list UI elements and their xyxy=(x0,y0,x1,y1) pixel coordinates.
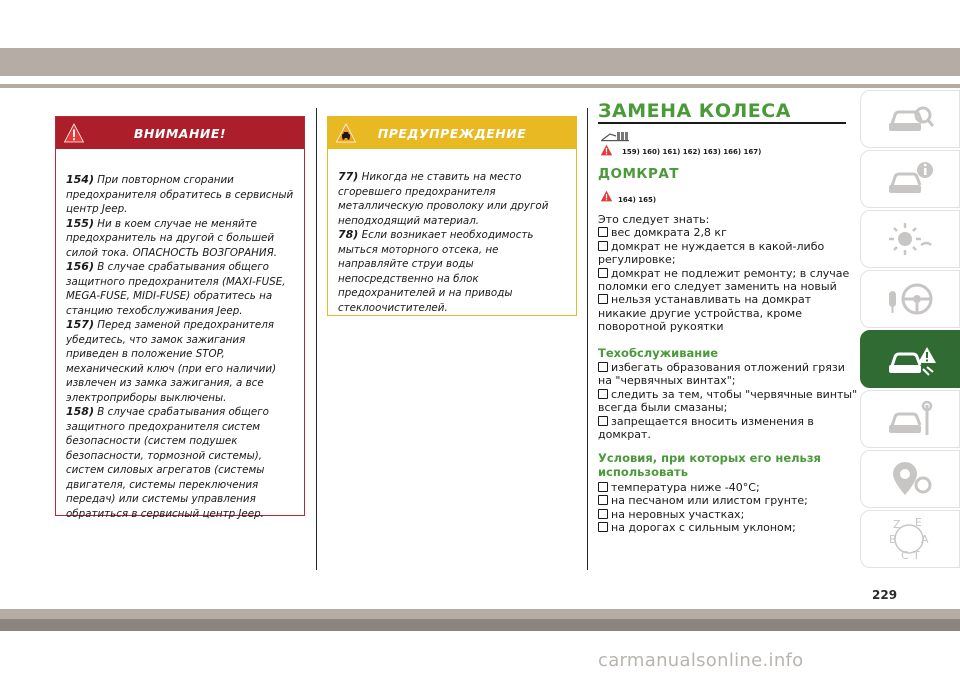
warning-triangle-icon xyxy=(64,123,84,143)
checkbox-icon xyxy=(598,362,608,372)
list-item: запрещается вносить изменения в домкрат. xyxy=(598,414,814,442)
column-divider xyxy=(587,108,588,570)
warning-title: ВНИМАНИЕ! xyxy=(133,125,227,141)
steering-wheel-key-icon xyxy=(885,279,935,319)
jack-title: ДОМКРАТ xyxy=(598,166,680,182)
list-item: домкрат не нуждается в какой-либо регулировке; xyxy=(598,239,825,267)
conditions-list xyxy=(598,481,858,535)
car-crash-warning-icon xyxy=(883,339,937,379)
list-item: следить за тем, чтобы "червячные винты" всегда были смазаны; xyxy=(598,387,858,415)
checkbox-icon xyxy=(598,509,608,519)
list-item: на песчаном или илистом грунте; xyxy=(598,494,858,507)
tab-service[interactable] xyxy=(860,390,960,448)
car-info-icon xyxy=(885,159,935,199)
page-number: 229 xyxy=(872,588,898,602)
jack-refs: 164) 165) xyxy=(618,196,657,204)
checkbox-icon xyxy=(598,241,608,251)
caution-title: ПРЕДУПРЕЖДЕНИЕ xyxy=(377,125,527,141)
warning-item: 158) В случае срабатывания общего защитного предохранителя систем безопасности (систем подушек безопасности, тормозной системы), систем силовых агрегатов (системы двигателя, системы переключения передач) или системы управления обратиться в сервисный центр Jeep. xyxy=(66,405,269,520)
checkbox-icon xyxy=(598,389,608,399)
caution-item: 78) Если возникает необходимость мыться моторного отсека, не направляйте струи воды непосредственно на блок предохранителей и на приводы стеклоочистителей. xyxy=(338,228,534,314)
list-item: на дорогах с сильным уклоном; xyxy=(598,521,858,534)
svg-text:B: B xyxy=(889,533,897,546)
list-item: избегать образования отложений грязи на "червячных винтах"; xyxy=(598,361,845,388)
tab-index[interactable] xyxy=(860,510,960,568)
list-item: вес домкрата 2,8 кг xyxy=(598,226,858,239)
checkbox-icon xyxy=(598,268,608,278)
checkbox-icon xyxy=(598,495,608,505)
alphabet-index-icon xyxy=(885,515,935,563)
title-underline xyxy=(598,122,846,124)
jack-info xyxy=(598,213,858,334)
checkbox-icon xyxy=(598,482,608,492)
svg-text:C: C xyxy=(901,549,909,562)
list-item: нельзя устанавливать на домкрат никакие другие устройства, кроме поворотной рукоятки xyxy=(598,293,812,334)
list-item: на неровных участках; xyxy=(598,508,858,521)
jack-intro: Это следует знать: xyxy=(598,213,710,226)
chapter-sidebar xyxy=(860,90,960,590)
warning-body xyxy=(56,164,304,521)
tab-info[interactable] xyxy=(860,150,960,208)
wheel-jack-icon xyxy=(600,130,630,142)
checkbox-icon xyxy=(598,416,608,426)
warning-item: 155) Ни в коем случае не меняйте предохранитель на другой с большей силой тока. ОПАСНОСТЬ ВОЗГОРАНИЯ. xyxy=(66,216,278,259)
checkbox-icon xyxy=(598,294,608,304)
column-divider xyxy=(316,108,317,570)
warning-item: 157) Перед заменой предохранителя убедитесь, что замок зажигания приведен в положение STOP, механический ключ (при его наличии) извлечен из замка зажигания, а все электроприборы выключены. xyxy=(66,318,277,404)
maintenance-list xyxy=(598,361,858,441)
caution-item: 77) Никогда не ставить на место сгоревшего предохранителя металлическую проволоку или другой неподходящий материал. xyxy=(338,170,549,227)
caution-box xyxy=(327,116,577,316)
warning-box xyxy=(55,116,305,520)
tab-emergency[interactable] xyxy=(860,330,960,388)
caution-body xyxy=(328,161,576,315)
svg-text:T: T xyxy=(913,549,920,562)
svg-text:Z: Z xyxy=(893,518,901,531)
dashboard-car-search-icon xyxy=(885,99,935,139)
watermark: carmanualsonline.info xyxy=(598,650,804,671)
section-title: ЗАМЕНА КОЛЕСА xyxy=(598,100,791,122)
warning-header xyxy=(56,117,304,149)
top-grey-band xyxy=(0,48,960,76)
bottom-grey-band xyxy=(0,609,960,619)
caution-header xyxy=(328,117,576,149)
location-gear-icon xyxy=(885,459,935,499)
list-item: домкрат не подлежит ремонту; в случае поломки его следует заменить на новый xyxy=(598,266,850,294)
conditions-title: Условия, при которых его нельзя использовать xyxy=(598,451,821,479)
caution-car-icon xyxy=(336,123,356,143)
list-item: температура ниже -40°C; xyxy=(598,481,858,494)
warning-item: 156) В случае срабатывания общего защитного предохранителя (MAXI-FUSE, MEGA-FUSE, MIDI-FUSE) обратитесь на станцию техобслуживания Jeep. xyxy=(66,260,286,317)
top-white-band xyxy=(0,0,960,48)
svg-text:E: E xyxy=(915,516,922,529)
checkbox-icon xyxy=(598,522,608,532)
warning-ref-icon xyxy=(600,190,613,202)
section-refs: 159) 160) 161) 162) 163) 166) 167) xyxy=(622,148,762,156)
bottom-dark-band xyxy=(0,619,960,631)
maintenance-title: Техобслуживание xyxy=(598,346,719,360)
tab-dashboard[interactable] xyxy=(860,90,960,148)
checkbox-icon xyxy=(598,227,608,237)
svg-text:A: A xyxy=(921,533,929,546)
car-wrench-icon xyxy=(885,399,935,439)
tab-lights[interactable] xyxy=(860,210,960,268)
warning-ref-icon xyxy=(600,144,613,156)
top-grey-rule xyxy=(0,84,960,88)
warning-item: 154) При повторном сгорании предохранителя обратитесь в сервисный центр Jeep. xyxy=(66,173,294,215)
tab-driving[interactable] xyxy=(860,270,960,328)
tab-technical[interactable] xyxy=(860,450,960,508)
lights-sun-icon xyxy=(885,219,935,259)
